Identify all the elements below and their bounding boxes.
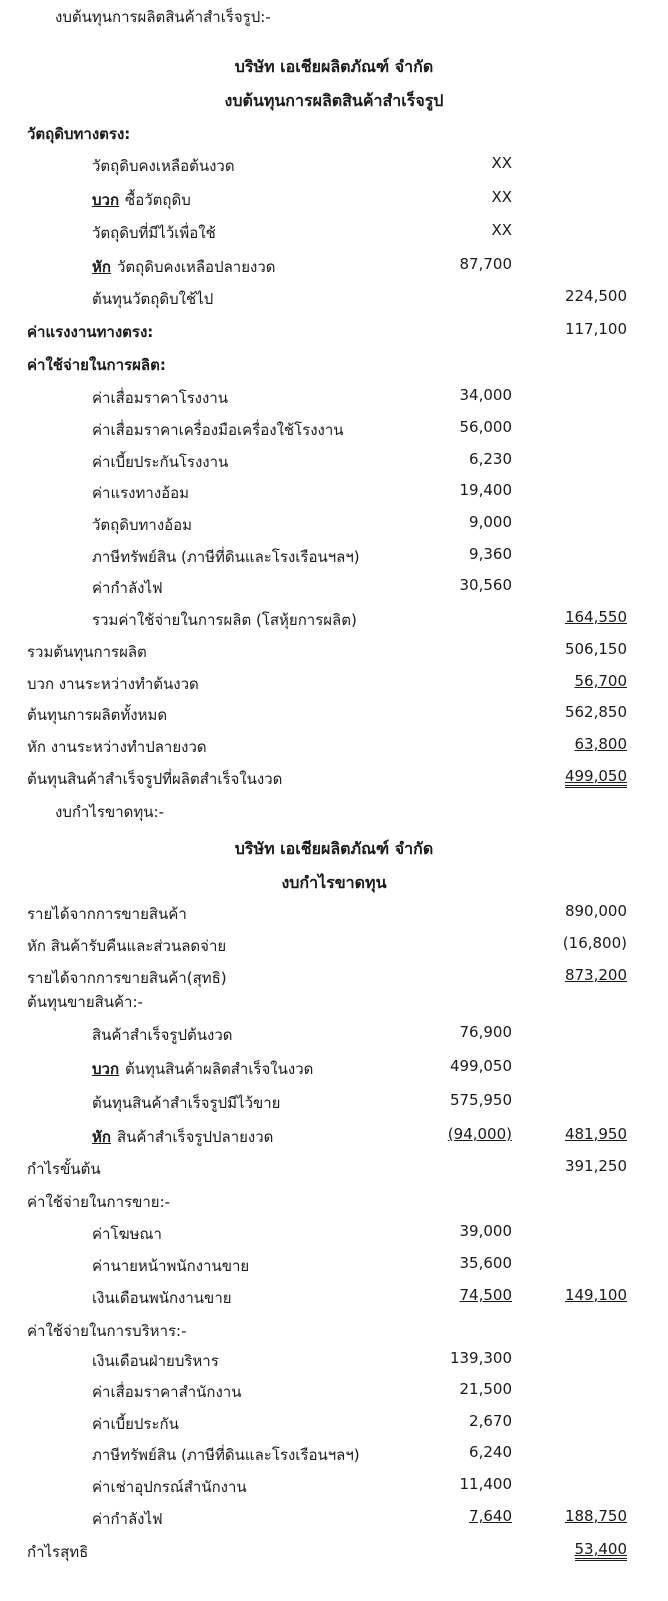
row-label-group <box>92 1349 219 1373</box>
row-label-group <box>92 608 357 632</box>
row-label-group <box>27 320 153 344</box>
row-label: ภาษีทรัพย์สิน (ภาษีที่ดินและโรงเรือนฯลฯ) <box>92 548 360 566</box>
row-label-group <box>27 735 207 759</box>
row-label: หัก สินค้ารับคืนและส่วนลดจ่าย <box>27 937 227 955</box>
row-amount-total: 53,400 <box>575 1540 628 1561</box>
row-amount-detail: 9,360 <box>469 545 512 563</box>
row-label-group <box>92 188 191 212</box>
row-amount-detail: 87,700 <box>459 255 512 273</box>
row-label-group <box>92 1507 163 1531</box>
statement-row <box>0 122 668 146</box>
row-amount-detail: 21,500 <box>459 1380 512 1398</box>
row-label-group <box>92 1125 273 1149</box>
statement-row <box>0 966 668 990</box>
row-label-group <box>92 1057 313 1081</box>
row-amount-total: 481,950 <box>564 1125 627 1143</box>
row-amount-total: 224,500 <box>564 287 627 305</box>
row-label-group <box>27 934 226 958</box>
row-amount-detail: 30,560 <box>459 576 512 594</box>
row-amount-total: 149,100 <box>564 1286 627 1304</box>
row-label-group <box>27 990 143 1014</box>
row-amount-detail: 139,300 <box>449 1349 512 1367</box>
statement-row <box>0 640 668 664</box>
row-amount-detail: 39,000 <box>459 1222 512 1240</box>
row-label-group <box>27 122 130 146</box>
statement-row <box>0 1540 668 1564</box>
row-label: วัตถุดิบที่มีไว้เพื่อใช้ <box>92 224 216 242</box>
statement-row <box>0 1091 668 1115</box>
statement-row <box>0 990 668 1014</box>
statement-row <box>0 767 668 791</box>
row-label: ค่าโฆษณา <box>92 1225 162 1243</box>
statement-row <box>0 545 668 569</box>
row-label-group <box>92 1380 242 1404</box>
row-label: ค่าเบี้ยประกัน <box>92 1415 179 1433</box>
row-label: รายได้จากการขายสินค้า(สุทธิ) <box>27 969 227 987</box>
row-label-group <box>27 767 282 791</box>
statement-row <box>0 1475 668 1499</box>
row-amount-detail: 11,400 <box>459 1475 512 1493</box>
row-label: รวมต้นทุนการผลิต <box>27 643 147 661</box>
row-amount-total: 890,000 <box>564 902 627 920</box>
row-prefix: หัก <box>92 1128 111 1146</box>
row-label: วัตถุดิบคงเหลือปลายงวด <box>116 258 276 276</box>
row-label: ค่าใช้จ่ายในการบริหาร:- <box>27 1322 187 1340</box>
cogm-heading: งบต้นทุนการผลิตสินค้าสำเร็จรูป:- <box>55 8 271 26</box>
row-label-group <box>27 966 227 990</box>
row-label-group <box>92 1254 249 1278</box>
row-amount-total: (16,800) <box>562 934 627 952</box>
row-label-group <box>92 513 192 537</box>
row-label: ค่าแรงงานทางตรง: <box>27 323 154 341</box>
income-heading: งบกำไรขาดทุน:- <box>55 803 164 821</box>
statement-row <box>0 450 668 474</box>
statement-row <box>0 1380 668 1404</box>
row-label-group <box>92 418 344 442</box>
row-amount-detail: 2,670 <box>469 1412 512 1430</box>
row-label: สินค้าสำเร็จรูปต้นงวด <box>92 1026 233 1044</box>
row-label-group <box>92 576 163 600</box>
row-label: ต้นทุนวัตถุดิบใช้ไป <box>92 290 214 308</box>
statement-row <box>0 1190 668 1214</box>
statement-row <box>0 255 668 279</box>
row-label-group <box>92 386 228 410</box>
row-amount-total: 391,250 <box>564 1157 627 1175</box>
row-label: ค่านายหน้าพนักงานขาย <box>92 1257 250 1275</box>
row-amount-detail: 6,230 <box>469 450 512 468</box>
row-label-group <box>27 902 187 926</box>
statement-row <box>0 287 668 311</box>
row-amount-total: 506,150 <box>564 640 627 658</box>
row-label: ค่าแรงทางอ้อม <box>92 484 190 502</box>
row-label: ค่าเสื่อมราคาโรงงาน <box>92 389 229 407</box>
row-amount-detail: 6,240 <box>469 1443 512 1461</box>
row-amount-detail: 9,000 <box>469 513 512 531</box>
cogm-company-name: บริษัท เอเชียผลิตภัณฑ์ จำกัด <box>234 57 434 76</box>
statement-row <box>0 1125 668 1149</box>
statement-row <box>0 1222 668 1246</box>
row-label-group <box>27 703 167 727</box>
row-label-group <box>27 672 199 696</box>
statement-row <box>0 353 668 377</box>
statement-row <box>0 188 668 212</box>
row-amount-detail: 575,950 <box>449 1091 512 1109</box>
row-label: ค่ากำลังไฟ <box>92 1510 163 1528</box>
row-label: วัตถุดิบคงเหลือต้นงวด <box>92 157 235 175</box>
row-label: เงินเดือนฝ่ายบริหาร <box>92 1352 219 1370</box>
row-label-group <box>92 287 213 311</box>
row-amount-detail: XX <box>491 221 512 239</box>
row-label-group <box>92 154 235 178</box>
cogm-title: งบต้นทุนการผลิตสินค้าสำเร็จรูป <box>224 91 444 110</box>
income-title: งบกำไรขาดทุน <box>281 873 387 892</box>
statement-row <box>0 1349 668 1373</box>
row-label-group <box>92 545 360 569</box>
row-label-group <box>92 1091 280 1115</box>
row-amount-detail: 35,600 <box>459 1254 512 1272</box>
row-label-group <box>92 221 216 245</box>
statement-row <box>0 608 668 632</box>
row-amount-detail: 56,000 <box>459 418 512 436</box>
row-label-group <box>92 1286 232 1310</box>
row-label: ต้นทุนขายสินค้า:- <box>27 993 143 1011</box>
row-label-group <box>92 1412 179 1436</box>
row-label: ต้นทุนสินค้าสำเร็จรูปมีไว้ขาย <box>92 1094 281 1112</box>
row-label: ค่าเช่าอุปกรณ์สำนักงาน <box>92 1478 247 1496</box>
row-amount-detail: 19,400 <box>459 481 512 499</box>
row-label: เงินเดือนพนักงานขาย <box>92 1289 232 1307</box>
row-label: ซื้อวัตถุดิบ <box>125 191 191 209</box>
income-company-name: บริษัท เอเชียผลิตภัณฑ์ จำกัด <box>234 839 434 858</box>
row-label: รายได้จากการขายสินค้า <box>27 905 187 923</box>
row-label: กำไรขั้นต้น <box>27 1160 101 1178</box>
statement-row <box>0 934 668 958</box>
row-label-group <box>27 1190 170 1214</box>
row-amount-total: 63,800 <box>574 735 627 753</box>
statement-row <box>0 1057 668 1081</box>
row-label: ค่าเสื่อมราคาเครื่องมือเครื่องใช้โรงงาน <box>92 421 344 439</box>
row-amount-detail: 74,500 <box>459 1286 512 1304</box>
row-amount-total: 188,750 <box>564 1507 627 1525</box>
row-label-group <box>27 353 166 377</box>
row-amount-detail: (94,000) <box>447 1125 512 1143</box>
row-label-group <box>27 640 147 664</box>
row-label: ค่าใช้จ่ายในการผลิต: <box>27 356 166 374</box>
statement-row <box>0 1443 668 1467</box>
statement-row <box>0 1507 668 1531</box>
row-amount-total: 164,550 <box>564 608 627 626</box>
statement-row <box>0 154 668 178</box>
row-amount-detail: 499,050 <box>449 1057 512 1075</box>
row-amount-total: 562,850 <box>564 703 627 721</box>
row-prefix: บวก <box>92 1060 120 1078</box>
row-label: สินค้าสำเร็จรูปปลายงวด <box>116 1128 274 1146</box>
statement-row <box>0 902 668 926</box>
statement-row <box>0 320 668 344</box>
row-label-group <box>27 1540 88 1564</box>
row-label-group <box>92 255 275 279</box>
row-label-group <box>92 1222 162 1246</box>
statement-row <box>0 221 668 245</box>
row-amount-detail: XX <box>491 188 512 206</box>
row-amount-detail: 76,900 <box>459 1023 512 1041</box>
row-label-group <box>92 1443 360 1467</box>
statement-row <box>0 576 668 600</box>
statement-row <box>0 1023 668 1047</box>
row-label: วัตถุดิบทางตรง: <box>27 125 131 143</box>
statement-row <box>0 1412 668 1436</box>
row-amount-total: 873,200 <box>564 966 627 984</box>
row-label: หัก งานระหว่างทำปลายงวด <box>27 738 207 756</box>
statement-row <box>0 703 668 727</box>
row-label: บวก งานระหว่างทำต้นงวด <box>27 675 199 693</box>
statement-row <box>0 386 668 410</box>
statement-row <box>0 418 668 442</box>
row-amount-detail: XX <box>491 154 512 172</box>
statement-row <box>0 1157 668 1181</box>
statement-row <box>0 1319 668 1343</box>
row-amount-total: 117,100 <box>564 320 627 338</box>
row-label-group <box>92 450 228 474</box>
row-prefix: หัก <box>92 258 111 276</box>
statement-row <box>0 481 668 505</box>
statement-row <box>0 513 668 537</box>
row-label-group <box>27 1157 101 1181</box>
row-label: ค่ากำลังไฟ <box>92 579 163 597</box>
row-label-group <box>92 1023 232 1047</box>
statement-row <box>0 1286 668 1310</box>
row-label: รวมค่าใช้จ่ายในการผลิต (โสหุ้ยการผลิต) <box>92 611 357 629</box>
row-label: ต้นทุนการผลิตทั้งหมด <box>27 706 168 724</box>
row-label: วัตถุดิบทางอ้อม <box>92 516 193 534</box>
row-label-group <box>92 481 189 505</box>
row-label-group <box>27 1319 187 1343</box>
row-amount-total: 499,050 <box>565 767 627 788</box>
statement-row <box>0 1254 668 1278</box>
row-label-group <box>92 1475 247 1499</box>
row-label: ค่าเบี้ยประกันโรงงาน <box>92 453 229 471</box>
row-label: ค่าใช้จ่ายในการขาย:- <box>27 1193 171 1211</box>
row-amount-detail: 7,640 <box>469 1507 512 1525</box>
statement-row <box>0 672 668 696</box>
row-label: ค่าเสื่อมราคาสำนักงาน <box>92 1383 242 1401</box>
row-amount-detail: 34,000 <box>459 386 512 404</box>
row-label: กำไรสุทธิ <box>27 1543 89 1561</box>
row-label: ภาษีทรัพย์สิน (ภาษีที่ดินและโรงเรือนฯลฯ) <box>92 1446 360 1464</box>
row-prefix: บวก <box>92 191 120 209</box>
statement-row <box>0 735 668 759</box>
row-label: ต้นทุนสินค้าสำเร็จรูปที่ผลิตสำเร็จในงวด <box>27 770 283 788</box>
row-label: ต้นทุนสินค้าผลิตสำเร็จในงวด <box>125 1060 314 1078</box>
row-amount-total: 56,700 <box>574 672 627 690</box>
